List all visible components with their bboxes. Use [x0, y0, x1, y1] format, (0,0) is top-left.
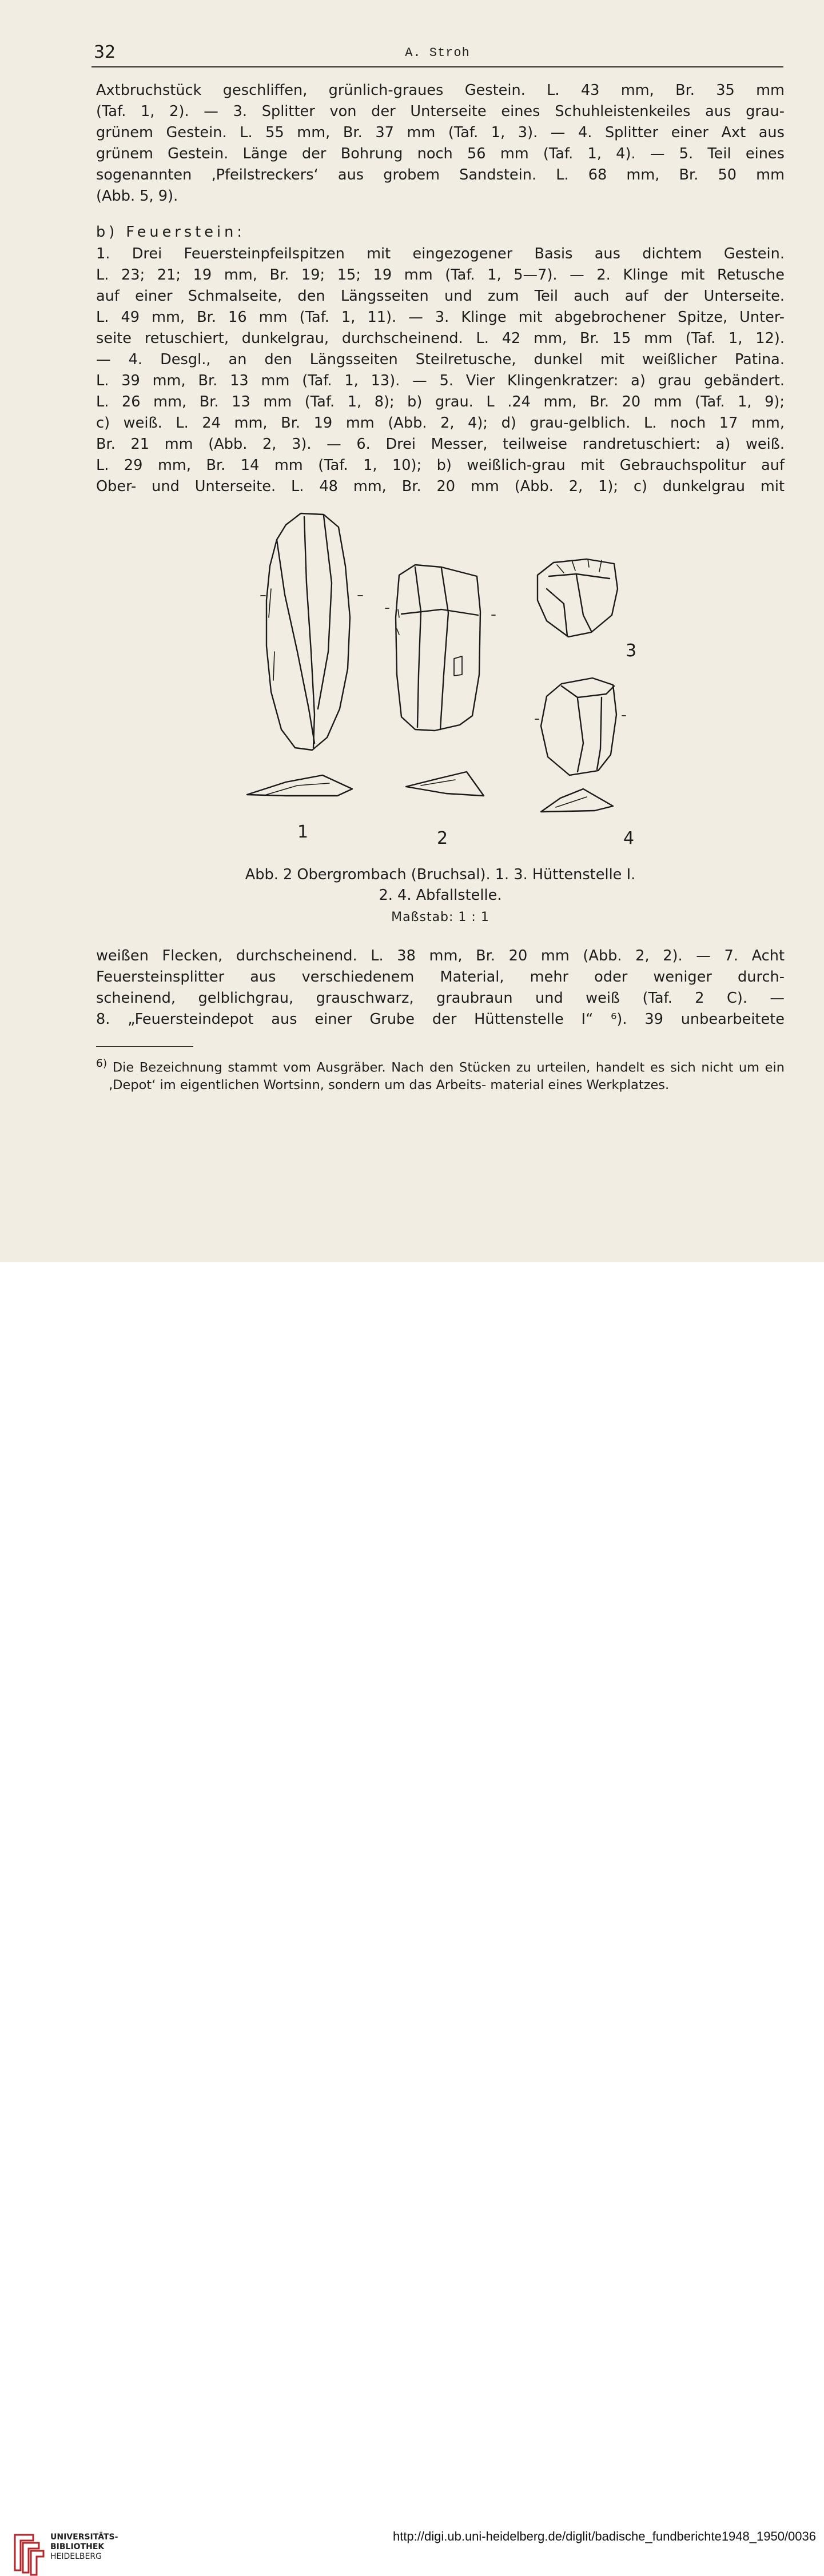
paragraph-axe-fragments: [96, 80, 785, 207]
text-line: Feuersteinsplitter aus verschiedenem Material, mehr oder weniger durch-: [96, 968, 785, 986]
text-line: Ober- und Unterseite. L. 48 mm, Br. 20 mm (Abb. 2, 1); c) dunkelgrau mit: [96, 478, 785, 495]
footnote: [96, 1055, 785, 1094]
library-name: UNIVERSITÄTS- BIBLIOTHEK HEIDELBERG: [50, 2533, 118, 2561]
section-heading-feuerstein: b) Feuerstein:: [96, 224, 245, 241]
text-line: Axtbruchstück geschliffen, grünlich-graues Gestein. L. 43 mm, Br. 35 mm: [96, 82, 785, 99]
artifact-4-drawing: [535, 678, 626, 812]
text-line: c) weiß. L. 24 mm, Br. 19 mm (Abb. 2, 4); d) grau-gelblich. L. noch 17 mm,: [96, 414, 785, 432]
paragraph-flint-continued: [96, 946, 785, 1030]
artifact-3-drawing: [538, 559, 618, 637]
text-line: Br. 21 mm (Abb. 2, 3). — 6. Drei Messer, teilweise randretuschiert: a) weiß.: [96, 436, 785, 453]
figure-label-4: 4: [623, 828, 635, 848]
text-line: auf einer Schmalseite, den Längsseiten und zum Teil auch auf der Unterseite.: [96, 288, 785, 305]
text-line: weißen Flecken, durchscheinend. L. 38 mm, Br. 20 mm (Abb. 2, 2). — 7. Acht: [96, 947, 785, 964]
text-line: seite retuschiert, dunkelgrau, durchscheinend. L. 42 mm, Br. 15 mm (Taf. 1, 12).: [96, 330, 785, 347]
footnote-marker: 6): [96, 1058, 108, 1070]
text-line: L. 29 mm, Br. 14 mm (Taf. 1, 10); b) weißlich-grau mit Gebrauchspolitur auf: [96, 457, 785, 474]
scanned-page: [0, 0, 824, 1262]
figure-flint-drawings: [217, 503, 652, 858]
text-line: 8. „Feuersteindepot aus einer Grube der Hüttenstelle I“ ⁶). 39 unbearbeitete: [96, 1011, 785, 1028]
text-line: (Abb. 5, 9).: [96, 188, 178, 205]
footnote-line: es sich nicht um ein ‚Depot‘ im eigentlichen Wortsinn, sondern um das Arbeits-: [109, 1060, 785, 1092]
source-url: http://digi.ub.uni-heidelberg.de/diglit/badische_fundberichte1948_1950/0036: [392, 2529, 816, 2543]
text-line: (Taf. 1, 2). — 3. Splitter von der Unterseite eines Schuhleistenkeiles aus grau-: [96, 103, 785, 120]
figure-label-3: 3: [626, 641, 637, 661]
text-line: scheinend, gelblichgrau, grauschwarz, graubraun und weiß (Taf. 2 C). —: [96, 990, 785, 1007]
footnote-line: Die Bezeichnung stammt vom Ausgräber. Nach den Stücken zu urteilen, handelt: [112, 1060, 645, 1075]
text-line: L. 26 mm, Br. 13 mm (Taf. 1, 8); b) grau. L .24 mm, Br. 20 mm (Taf. 1, 9);: [96, 393, 785, 410]
text-line: sogenannten ‚Pfeilstreckers‘ aus grobem Sandstein. L. 68 mm, Br. 50 mm: [96, 166, 785, 184]
running-head: [91, 41, 783, 67]
figure-caption: Abb. 2 Obergrombach (Bruchsal). 1. 3. Hüttenstelle I.: [245, 866, 636, 883]
text-line: 1. Drei Feuersteinpfeilspitzen mit eingezogener Basis aus dichtem Gestein.: [96, 245, 785, 262]
footnote-divider: [96, 1046, 193, 1047]
text-line: L. 39 mm, Br. 13 mm (Taf. 1, 13). — 5. Vier Klingenkratzer: a) grau gebändert.: [96, 372, 785, 389]
library-logo-icon: [10, 2529, 46, 2576]
artifact-2-drawing: [385, 565, 495, 796]
figure-scale: Maßstab: 1 : 1: [391, 910, 489, 924]
text-line: — 4. Desgl., an den Längsseiten Steilretusche, dunkel mit weißlicher Patina.: [96, 351, 785, 368]
figure-label-1: 1: [297, 822, 309, 842]
artifact-1-drawing: [247, 513, 363, 796]
footnote-line: material eines Werkplatzes.: [490, 1077, 670, 1092]
page-number: 32: [94, 42, 116, 62]
text-line: L. 23; 21; 19 mm, Br. 19; 15; 19 mm (Taf. 1, 5—7). — 2. Klinge mit Retusche: [96, 266, 785, 284]
digitization-footer: [0, 1262, 824, 2561]
text-line: L. 49 mm, Br. 16 mm (Taf. 1, 11). — 3. Klinge mit abgebrochener Spitze, Unter-: [96, 309, 785, 326]
paragraph-flint-items: [96, 244, 785, 497]
text-line: grünem Gestein. L. 55 mm, Br. 37 mm (Taf. 1, 3). — 4. Splitter einer Axt aus: [96, 124, 785, 141]
figure-label-2: 2: [437, 828, 448, 848]
figure-caption-line2: 2. 4. Abfallstelle.: [379, 887, 502, 904]
text-line: grünem Gestein. Länge der Bohrung noch 56 mm (Taf. 1, 4). — 5. Teil eines: [96, 145, 785, 162]
running-head-author: A. Stroh: [405, 46, 470, 60]
